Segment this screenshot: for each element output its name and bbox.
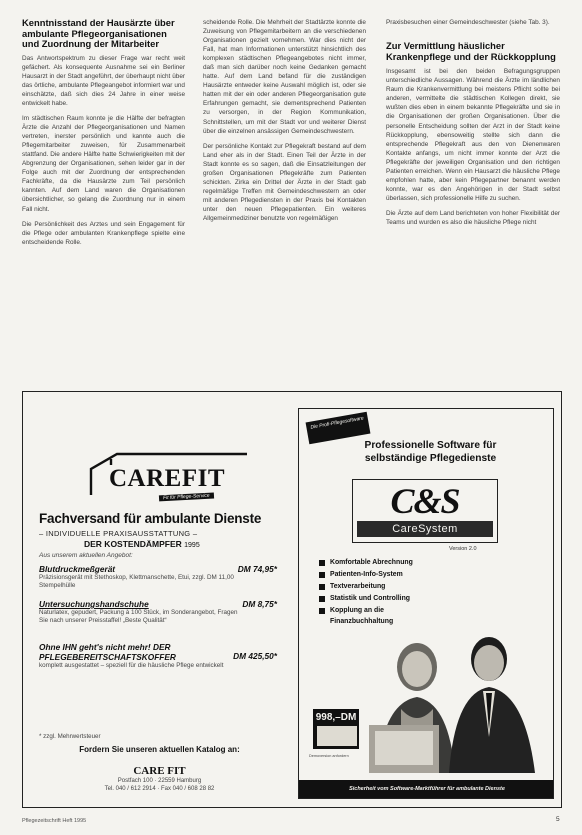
carefit-subheadline: – INDIVIDUELLE PRAXISAUSSTATTUNG – bbox=[39, 529, 198, 538]
bullet-square-icon bbox=[319, 584, 325, 590]
carefit-footnote: * zzgl. Mehrwertsteuer bbox=[39, 733, 101, 740]
offer-title: Ohne IHN geht's nicht mehr! DER PFLEGEBEREITSCHAFTSKOFFER bbox=[39, 642, 176, 662]
cs-logo: C&S bbox=[390, 481, 460, 521]
cs-logo-bar: CareSystem bbox=[357, 521, 493, 537]
paragraph: Im städtischen Raum konnte je die Hälfte der befragten Ärzte die Anzahl der Pflegeorganisationen und Namen vertreten, inerster persönlich und kannte auch die Pflegemitarbeiter zuweisen, für Zusammenarbeit stattfand. Die andere Hälfte hatte Schwierigkeiten mit der Abgrenzung der Organisationen, sehen leider gar in der Folge auch mit der Zuordnung der entsprechenden Fachkräfte, da die Hausärzte zum Teil persönlich kannten. Auf dem Land waren die Organisationen übersichtlicher, so gelang die Zuordnung nur in einem Fall nicht. bbox=[22, 115, 185, 213]
feature-label: Komfortable Abrechnung bbox=[330, 559, 413, 566]
bullet-square-icon bbox=[319, 560, 325, 566]
offer-title: Untersuchungshandschuhe bbox=[39, 599, 149, 609]
carefit-logo bbox=[87, 451, 257, 501]
offer-title: Blutdruckmeßgerät bbox=[39, 564, 116, 574]
offer-price: DM 74,95* bbox=[237, 564, 277, 574]
carefit-offer-item bbox=[39, 564, 277, 590]
offer-description: Naturlatex, gepudert, Packung à 100 Stück, im Sonderangebot, Fragen Sie nach unserer Preisstaffel! „Beste Qualität“ bbox=[39, 609, 238, 624]
carefit-headline: Fachversand für ambulante Dienste bbox=[39, 511, 262, 526]
carefit-address bbox=[36, 778, 283, 793]
offer-description: Präzisionsgerät mit Stethoskop, Klettmanschette, Etui, zzgl. DM 11,00 Stempelhülle bbox=[39, 574, 234, 589]
carefit-year: 1995 bbox=[184, 542, 200, 549]
paragraph: Die Persönlichkeit des Arztes und sein Engagement für die Pflege oder ambulanten Krankenpflege spielte eine entscheidende Rolle. bbox=[22, 220, 185, 246]
software-box bbox=[313, 709, 359, 749]
cs-feature-item bbox=[319, 583, 385, 590]
carefit-brand: CARE FIT bbox=[133, 765, 186, 777]
feature-label: Textverarbeitung bbox=[330, 583, 386, 590]
carefit-intro: Aus unserem aktuellen Angebot: bbox=[39, 552, 133, 559]
carefit-order-line: Fordern Sie unseren aktuellen Katalog an: bbox=[79, 745, 240, 754]
cs-caresystem-advert bbox=[298, 408, 554, 799]
page-number: 5 bbox=[556, 816, 560, 823]
feature-label: Kopplung an die bbox=[330, 607, 384, 614]
paragraph: Die Ärzte auf dem Land berichteten von hoher Flexibilität der Teams und wurden es also die häusliche Pflege nicht bbox=[386, 209, 560, 226]
bullet-square-icon bbox=[319, 572, 325, 578]
carefit-wordmark: CAREFIT bbox=[109, 465, 226, 492]
paragraph: Praxisbesuchen einer Gemeindeschwester (siehe Tab. 3). bbox=[386, 19, 550, 26]
cs-feature-item bbox=[319, 595, 410, 602]
article-column-2 bbox=[203, 18, 366, 370]
cs-ribbon: Die Profi-Pflegesoftware bbox=[306, 412, 371, 444]
feature-label: Patienten-Info-System bbox=[330, 571, 403, 578]
address-line: Postfach 100 · 22559 Hamburg bbox=[117, 778, 202, 784]
carefit-advert bbox=[36, 401, 283, 793]
headline-line: Professionelle Software für bbox=[364, 440, 497, 451]
software-box-label bbox=[317, 726, 357, 746]
publication-footer: Pflegezeitschrift Heft 1995 bbox=[22, 818, 87, 824]
article-column-3 bbox=[386, 18, 560, 370]
feature-label: Statistik und Controlling bbox=[330, 595, 411, 602]
paragraph: Der persönliche Kontakt zur Pflegekraft bestand auf dem Land eher als in der Stadt. Einen Teil der Ärzte in der Stadt konnte es so sagen, daß die Einsatzleitungen der großen Organisationen Pflegekräfte zum Patienten schickten. Zirka ein Drittel der Ärzte in der Stadt gab regelmäßige Treffen mit Gemeindeschwestern an oder mit anderen Pflegediensten in der Praxis bei Kontakten unter den neuen Pflegepatienten. Ein weiteres Allgemeinmediziner benutzte von regelmäßigen bbox=[203, 142, 366, 222]
carefit-offer-item bbox=[39, 599, 277, 625]
cs-footer-banner: Sicherheit vom Software-Marktführer für ambulante Dienste bbox=[299, 780, 554, 798]
carefit-slogan: Fit für Pflege-Service bbox=[159, 493, 214, 502]
address-line: Tel. 040 / 612 2914 · Fax 040 / 608 28 82 bbox=[104, 785, 215, 792]
offer-price: DM 8,75* bbox=[242, 599, 277, 609]
paragraph: Insgesamt ist bei den beiden Befragungsgruppen unterschiedliche Aussagen. Während die Ärzte im ländlichen Raum die Krankenvermittlung bei meistens Pflicht sollte bei anderen, vermittelte die städtischen Kollegen direkt, sie wußten dies eben in einem bekannte Pflegekräfte und sie in die Organisationen der großen Organisationen. Über die personelle Entscheidung sollten der Arzt in der Stadt keine Rückkopplung, ebensoweitig stellte sich dann die entsprechende Pflegekraft aus den von Dienenwaren Kontakte anfangs, um nicht immer konnte der Arzt die Pflegekräfte der jeweiligen Organisation und den richtigen Patienten erreichen. Wenn ein Hausarzt die häusliche Pflege empfohlen hatte, aber kein Pflegepartner benannt werden konnte, war es den Angehörigen in der Stadt selbst überlassen, sich professionelle Hilfe zu suchen. bbox=[386, 68, 560, 202]
article-column-1 bbox=[22, 18, 185, 370]
carefit-kostendaempfer: DER KOSTENDÄMPFER bbox=[84, 539, 182, 549]
cs-feature-item bbox=[319, 571, 403, 578]
cs-headline bbox=[313, 439, 548, 465]
cs-logo-box bbox=[352, 479, 498, 543]
cs-small-caption: Demoversion anfordern bbox=[309, 754, 349, 758]
section-heading-2: Zur Vermittlung häuslicher Krankenpflege und der Rückkopplung bbox=[386, 40, 556, 62]
cs-feature-item bbox=[319, 559, 413, 566]
headline-line: selbständige Pflegedienste bbox=[364, 453, 497, 464]
paragraph: Das Antwortspektrum zu dieser Frage war recht weit gefächert. Als konsequente Ausnahme sei ein Berliner Hausarzt in der Stadt angeführt, der überhaupt nicht über das örtliche, ambulante Pflegeangebot informiert war und einschätzte, daß sich dies 24 Jahre in einer weise entwickelt habe. bbox=[22, 54, 185, 108]
cs-version: Version 2.0 bbox=[449, 546, 477, 552]
cs-price: 998,–DM bbox=[315, 712, 357, 723]
carefit-subheadline-2 bbox=[84, 539, 200, 549]
offer-description: komplett ausgestattet – speziell für die häusliche Pflege entwickelt bbox=[39, 662, 224, 669]
section-heading-1: Kenntnisstand der Hausärzte über ambulante Pflegeorganisationen und Zuordnung der Mitarbeiter bbox=[22, 18, 175, 50]
feature-label: Finanzbuchhaltung bbox=[330, 618, 394, 625]
paragraph: scheidende Rolle. Die Mehrheit der Stadtärzte konnte die Zuweisung von Pflegemitarbeitern an die verschiedenen Organisationen gezielt vornehmen. War dies nicht der Fall, hat man Informationen unterstützt hinsichtlich des komplexen städtischen Pflegeangebotes nicht immer, daß man sich darüber noch keine Gedanken gemacht hatte. Auf dem Land befand für die zuständigen Hausärzte entweder keine Auswahl möglich ist, oder sie hatten mit der ein oder anderen Pflegeorganisation gute Erfahrungen gemacht, sie dementsprechend Patienten zu versorgen, in der Region Kommunikation, Schnittstellen, um mit der Stadt vor und weiterer Dienst über die einzelnen ansässigen Gemeindeschwestern. bbox=[203, 19, 366, 135]
offer-price: DM 425,50* bbox=[233, 651, 277, 661]
bullet-square-icon bbox=[319, 596, 325, 602]
carefit-offer-item bbox=[39, 642, 277, 670]
